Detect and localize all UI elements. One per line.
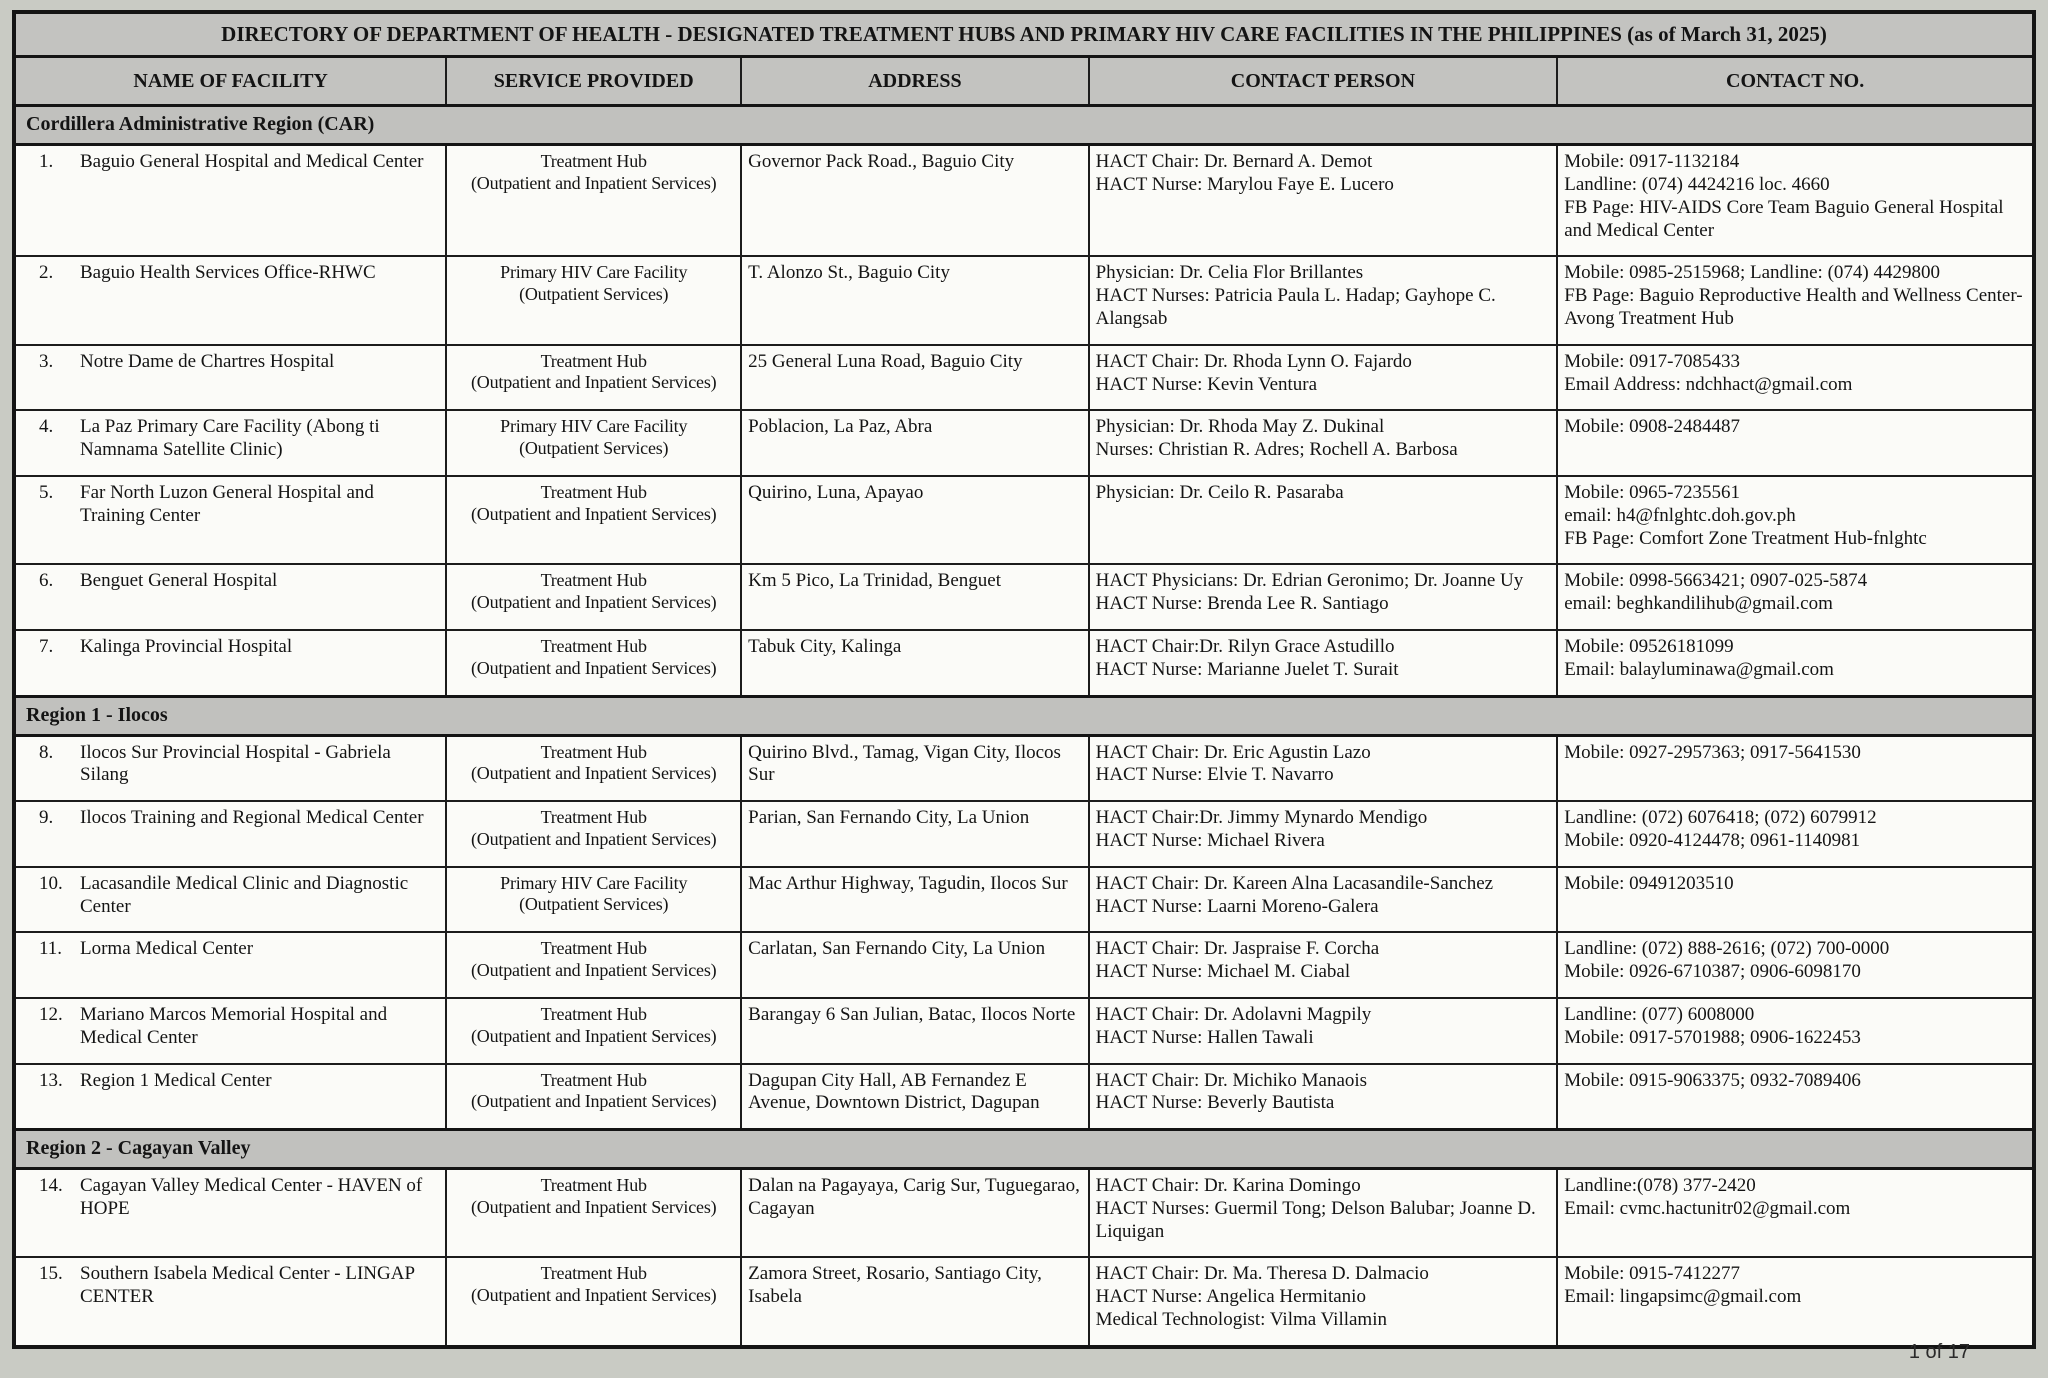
facility-name: Lorma Medical Center <box>80 938 254 960</box>
service-provided-cell: Treatment Hub (Outpatient and Inpatient Services) <box>446 735 741 801</box>
row-number: 7. <box>39 635 54 657</box>
contact-no-cell: Mobile: 0917-7085433 Email Address: ndchhact@gmail.com <box>1557 345 2034 411</box>
contact-person-cell: HACT Chair: Dr. Rhoda Lynn O. Fajardo HACT Nurse: Kevin Ventura <box>1089 345 1558 411</box>
facility-row <box>14 410 2034 476</box>
facility-name: Cagayan Valley Medical Center - HAVEN of HOPE <box>80 1175 423 1219</box>
facility-name-cell <box>14 867 446 933</box>
facility-row <box>14 867 2034 933</box>
row-number: 13. <box>39 1069 63 1091</box>
row-number: 12. <box>39 1003 63 1025</box>
row-number: 14. <box>39 1175 63 1197</box>
contact-person-cell: HACT Chair: Dr. Kareen Alna Lacasandile-Sanchez HACT Nurse: Laarni Moreno-Galera <box>1089 867 1558 933</box>
facility-name-cell <box>14 476 446 564</box>
row-number: 10. <box>39 872 63 894</box>
row-number: 11. <box>39 938 63 960</box>
facility-name-cell <box>14 630 446 696</box>
facility-name-cell <box>14 1257 446 1346</box>
facility-row <box>14 1257 2034 1346</box>
row-number: 2. <box>39 262 54 284</box>
column-header-contact-person: CONTACT PERSON <box>1089 57 1558 106</box>
service-provided-cell: Treatment Hub (Outpatient and Inpatient Services) <box>446 145 741 257</box>
facility-name: Baguio Health Services Office-RHWC <box>80 262 376 284</box>
facility-name: La Paz Primary Care Facility (Abong ti Namnama Satellite Clinic) <box>80 416 380 461</box>
facility-name-cell <box>14 564 446 630</box>
address-cell: Mac Arthur Highway, Tagudin, Ilocos Sur <box>741 867 1088 933</box>
address-cell: Barangay 6 San Julian, Batac, Ilocos Norte <box>741 998 1088 1064</box>
service-provided-cell: Treatment Hub (Outpatient and Inpatient Services) <box>446 998 741 1064</box>
contact-person-cell: HACT Chair: Dr. Eric Agustin Lazo HACT Nurse: Elvie T. Navarro <box>1089 735 1558 801</box>
document-title: DIRECTORY OF DEPARTMENT OF HEALTH - DESIGNATED TREATMENT HUBS AND PRIMARY HIV CARE FACILITIES IN THE PHILIPPINES (as of March 31, 2025) <box>14 12 2034 57</box>
contact-person-cell: Physician: Dr. Rhoda May Z. Dukinal Nurses: Christian R. Adres; Rochell A. Barbosa <box>1089 410 1558 476</box>
contact-person-cell: HACT Chair:Dr. Jimmy Mynardo Mendigo HACT Nurse: Michael Rivera <box>1089 801 1558 867</box>
facility-name: Far North Luzon General Hospital and Training Center <box>80 481 374 526</box>
column-header-address: ADDRESS <box>741 57 1088 106</box>
row-number: 3. <box>39 350 54 372</box>
address-cell: Quirino, Luna, Apayao <box>741 476 1088 564</box>
facility-name-cell <box>14 410 446 476</box>
contact-person-cell: HACT Chair:Dr. Rilyn Grace Astudillo HACT Nurse: Marianne Juelet T. Surait <box>1089 630 1558 696</box>
row-number: 6. <box>39 570 54 592</box>
facility-row <box>14 345 2034 411</box>
facility-name: Lacasandile Medical Clinic and Diagnostic Center <box>80 872 409 917</box>
service-provided-cell: Primary HIV Care Facility (Outpatient Services) <box>446 867 741 933</box>
address-cell: Zamora Street, Rosario, Santiago City, Isabela <box>741 1257 1088 1346</box>
facility-row <box>14 735 2034 801</box>
facility-name-cell <box>14 256 446 344</box>
address-cell: Km 5 Pico, La Trinidad, Benguet <box>741 564 1088 630</box>
contact-person-cell: HACT Physicians: Dr. Edrian Geronimo; Dr. Joanne Uy HACT Nurse: Brenda Lee R. Santiago <box>1089 564 1558 630</box>
address-cell: 25 General Luna Road, Baguio City <box>741 345 1088 411</box>
facility-name: Ilocos Training and Regional Medical Center <box>80 807 424 829</box>
contact-person-cell: HACT Chair: Dr. Adolavni Magpily HACT Nurse: Hallen Tawali <box>1089 998 1558 1064</box>
facility-row <box>14 1169 2034 1258</box>
service-provided-cell: Treatment Hub (Outpatient and Inpatient Services) <box>446 630 741 696</box>
facility-name-cell <box>14 735 446 801</box>
address-cell: Parian, San Fernando City, La Union <box>741 801 1088 867</box>
contact-no-cell: Mobile: 0998-5663421; 0907-025-5874 email: beghkandilihub@gmail.com <box>1557 564 2034 630</box>
facility-name: Kalinga Provincial Hospital <box>80 635 293 657</box>
page-number: 1 of 17 <box>1908 1341 1970 1363</box>
facility-name-cell <box>14 998 446 1064</box>
contact-person-cell: HACT Chair: Dr. Michiko Manaois HACT Nurse: Beverly Bautista <box>1089 1064 1558 1130</box>
row-number: 1. <box>39 151 54 173</box>
address-cell: Carlatan, San Fernando City, La Union <box>741 932 1088 998</box>
contact-no-cell: Mobile: 0917-1132184 Landline: (074) 4424216 loc. 4660 FB Page: HIV-AIDS Core Team Baguio General Hospital and Medical Center <box>1557 145 2034 257</box>
title-row <box>14 12 2034 57</box>
contact-person-cell: Physician: Dr. Ceilo R. Pasaraba <box>1089 476 1558 564</box>
facility-name: Southern Isabela Medical Center - LINGAP CENTER <box>80 1263 415 1308</box>
service-provided-cell: Treatment Hub (Outpatient and Inpatient Services) <box>446 932 741 998</box>
region-title: Cordillera Administrative Region (CAR) <box>14 106 2034 145</box>
address-cell: Dalan na Pagayaya, Carig Sur, Tuguegarao, Cagayan <box>741 1169 1088 1258</box>
address-cell: T. Alonzo St., Baguio City <box>741 256 1088 344</box>
contact-no-cell: Mobile: 0915-9063375; 0932-7089406 <box>1557 1064 2034 1130</box>
facility-row <box>14 1064 2034 1130</box>
contact-no-cell: Landline: (077) 6008000 Mobile: 0917-5701988; 0906-1622453 <box>1557 998 2034 1064</box>
facility-name: Baguio General Hospital and Medical Center <box>80 151 424 173</box>
facility-name: Region 1 Medical Center <box>80 1069 272 1091</box>
service-provided-cell: Treatment Hub (Outpatient and Inpatient Services) <box>446 1257 741 1346</box>
facility-row <box>14 145 2034 257</box>
column-header-contact-no: CONTACT NO. <box>1557 57 2034 106</box>
contact-no-cell: Mobile: 0915-7412277 Email: lingapsimc@gmail.com <box>1557 1257 2034 1346</box>
address-cell: Quirino Blvd., Tamag, Vigan City, Ilocos Sur <box>741 735 1088 801</box>
facility-name-cell <box>14 145 446 257</box>
contact-no-cell: Mobile: 0927-2957363; 0917-5641530 <box>1557 735 2034 801</box>
facility-row <box>14 564 2034 630</box>
facility-name: Benguet General Hospital <box>80 570 278 592</box>
contact-no-cell: Mobile: 0908-2484487 <box>1557 410 2034 476</box>
facility-row <box>14 630 2034 696</box>
region-header-row <box>14 696 2034 735</box>
contact-no-cell: Mobile: 0985-2515968; Landline: (074) 4429800 FB Page: Baguio Reproductive Health and Wellness Center- Avong Treatment Hub <box>1557 256 2034 344</box>
facility-name: Notre Dame de Chartres Hospital <box>80 350 335 372</box>
address-cell: Governor Pack Road., Baguio City <box>741 145 1088 257</box>
service-provided-cell: Treatment Hub (Outpatient and Inpatient Services) <box>446 564 741 630</box>
facility-name: Mariano Marcos Memorial Hospital and Medical Center <box>80 1003 388 1048</box>
facility-name: Ilocos Sur Provincial Hospital - Gabriela Silang <box>80 741 391 786</box>
contact-person-cell: Physician: Dr. Celia Flor Brillantes HACT Nurses: Patricia Paula L. Hadap; Gayhope C. Alangsab <box>1089 256 1558 344</box>
row-number: 15. <box>39 1263 63 1285</box>
column-header-service-provided: SERVICE PROVIDED <box>446 57 741 106</box>
column-header-name-of-facility: NAME OF FACILITY <box>14 57 446 106</box>
contact-no-cell: Mobile: 0965-7235561 email: h4@fnlghtc.doh.gov.ph FB Page: Comfort Zone Treatment Hub-fnlghtc <box>1557 476 2034 564</box>
contact-person-cell: HACT Chair: Dr. Jaspraise F. Corcha HACT Nurse: Michael M. Ciabal <box>1089 932 1558 998</box>
service-provided-cell: Primary HIV Care Facility (Outpatient Services) <box>446 256 741 344</box>
facility-name-cell <box>14 932 446 998</box>
service-provided-cell: Treatment Hub (Outpatient and Inpatient Services) <box>446 345 741 411</box>
service-provided-cell: Primary HIV Care Facility (Outpatient Services) <box>446 410 741 476</box>
contact-no-cell: Landline: (072) 888-2616; (072) 700-0000 Mobile: 0926-6710387; 0906-6098170 <box>1557 932 2034 998</box>
row-number: 9. <box>39 807 54 829</box>
facility-row <box>14 932 2034 998</box>
row-number: 8. <box>39 741 54 763</box>
facility-name-cell <box>14 801 446 867</box>
region-title: Region 2 - Cagayan Valley <box>14 1130 2034 1169</box>
directory-table <box>12 10 2036 1349</box>
address-cell: Dagupan City Hall, AB Fernandez E Avenue, Downtown District, Dagupan <box>741 1064 1088 1130</box>
facility-row <box>14 998 2034 1064</box>
contact-no-cell: Mobile: 09491203510 <box>1557 867 2034 933</box>
contact-no-cell: Mobile: 09526181099 Email: balayluminawa@gmail.com <box>1557 630 2034 696</box>
address-cell: Poblacion, La Paz, Abra <box>741 410 1088 476</box>
region-header-row <box>14 1130 2034 1169</box>
address-cell: Tabuk City, Kalinga <box>741 630 1088 696</box>
column-header-row <box>14 57 2034 106</box>
service-provided-cell: Treatment Hub (Outpatient and Inpatient Services) <box>446 476 741 564</box>
row-number: 5. <box>39 481 54 503</box>
facility-row <box>14 801 2034 867</box>
facility-name-cell <box>14 1064 446 1130</box>
region-title: Region 1 - Ilocos <box>14 696 2034 735</box>
contact-no-cell: Landline: (072) 6076418; (072) 6079912 Mobile: 0920-4124478; 0961-1140981 <box>1557 801 2034 867</box>
contact-no-cell: Landline:(078) 377-2420 Email: cvmc.hactunitr02@gmail.com <box>1557 1169 2034 1258</box>
facility-row <box>14 476 2034 564</box>
contact-person-cell: HACT Chair: Dr. Karina Domingo HACT Nurses: Guermil Tong; Delson Balubar; Joanne D. Liquigan <box>1089 1169 1558 1258</box>
service-provided-cell: Treatment Hub (Outpatient and Inpatient Services) <box>446 801 741 867</box>
row-number: 4. <box>39 416 54 438</box>
facility-row <box>14 256 2034 344</box>
facility-name-cell <box>14 345 446 411</box>
service-provided-cell: Treatment Hub (Outpatient and Inpatient Services) <box>446 1169 741 1258</box>
region-header-row <box>14 106 2034 145</box>
contact-person-cell: HACT Chair: Dr. Ma. Theresa D. Dalmacio HACT Nurse: Angelica Hermitanio Medical Technologist: Vilma Villamin <box>1089 1257 1558 1346</box>
service-provided-cell: Treatment Hub (Outpatient and Inpatient Services) <box>446 1064 741 1130</box>
contact-person-cell: HACT Chair: Dr. Bernard A. Demot HACT Nurse: Marylou Faye E. Lucero <box>1089 145 1558 257</box>
facility-name-cell <box>14 1169 446 1258</box>
